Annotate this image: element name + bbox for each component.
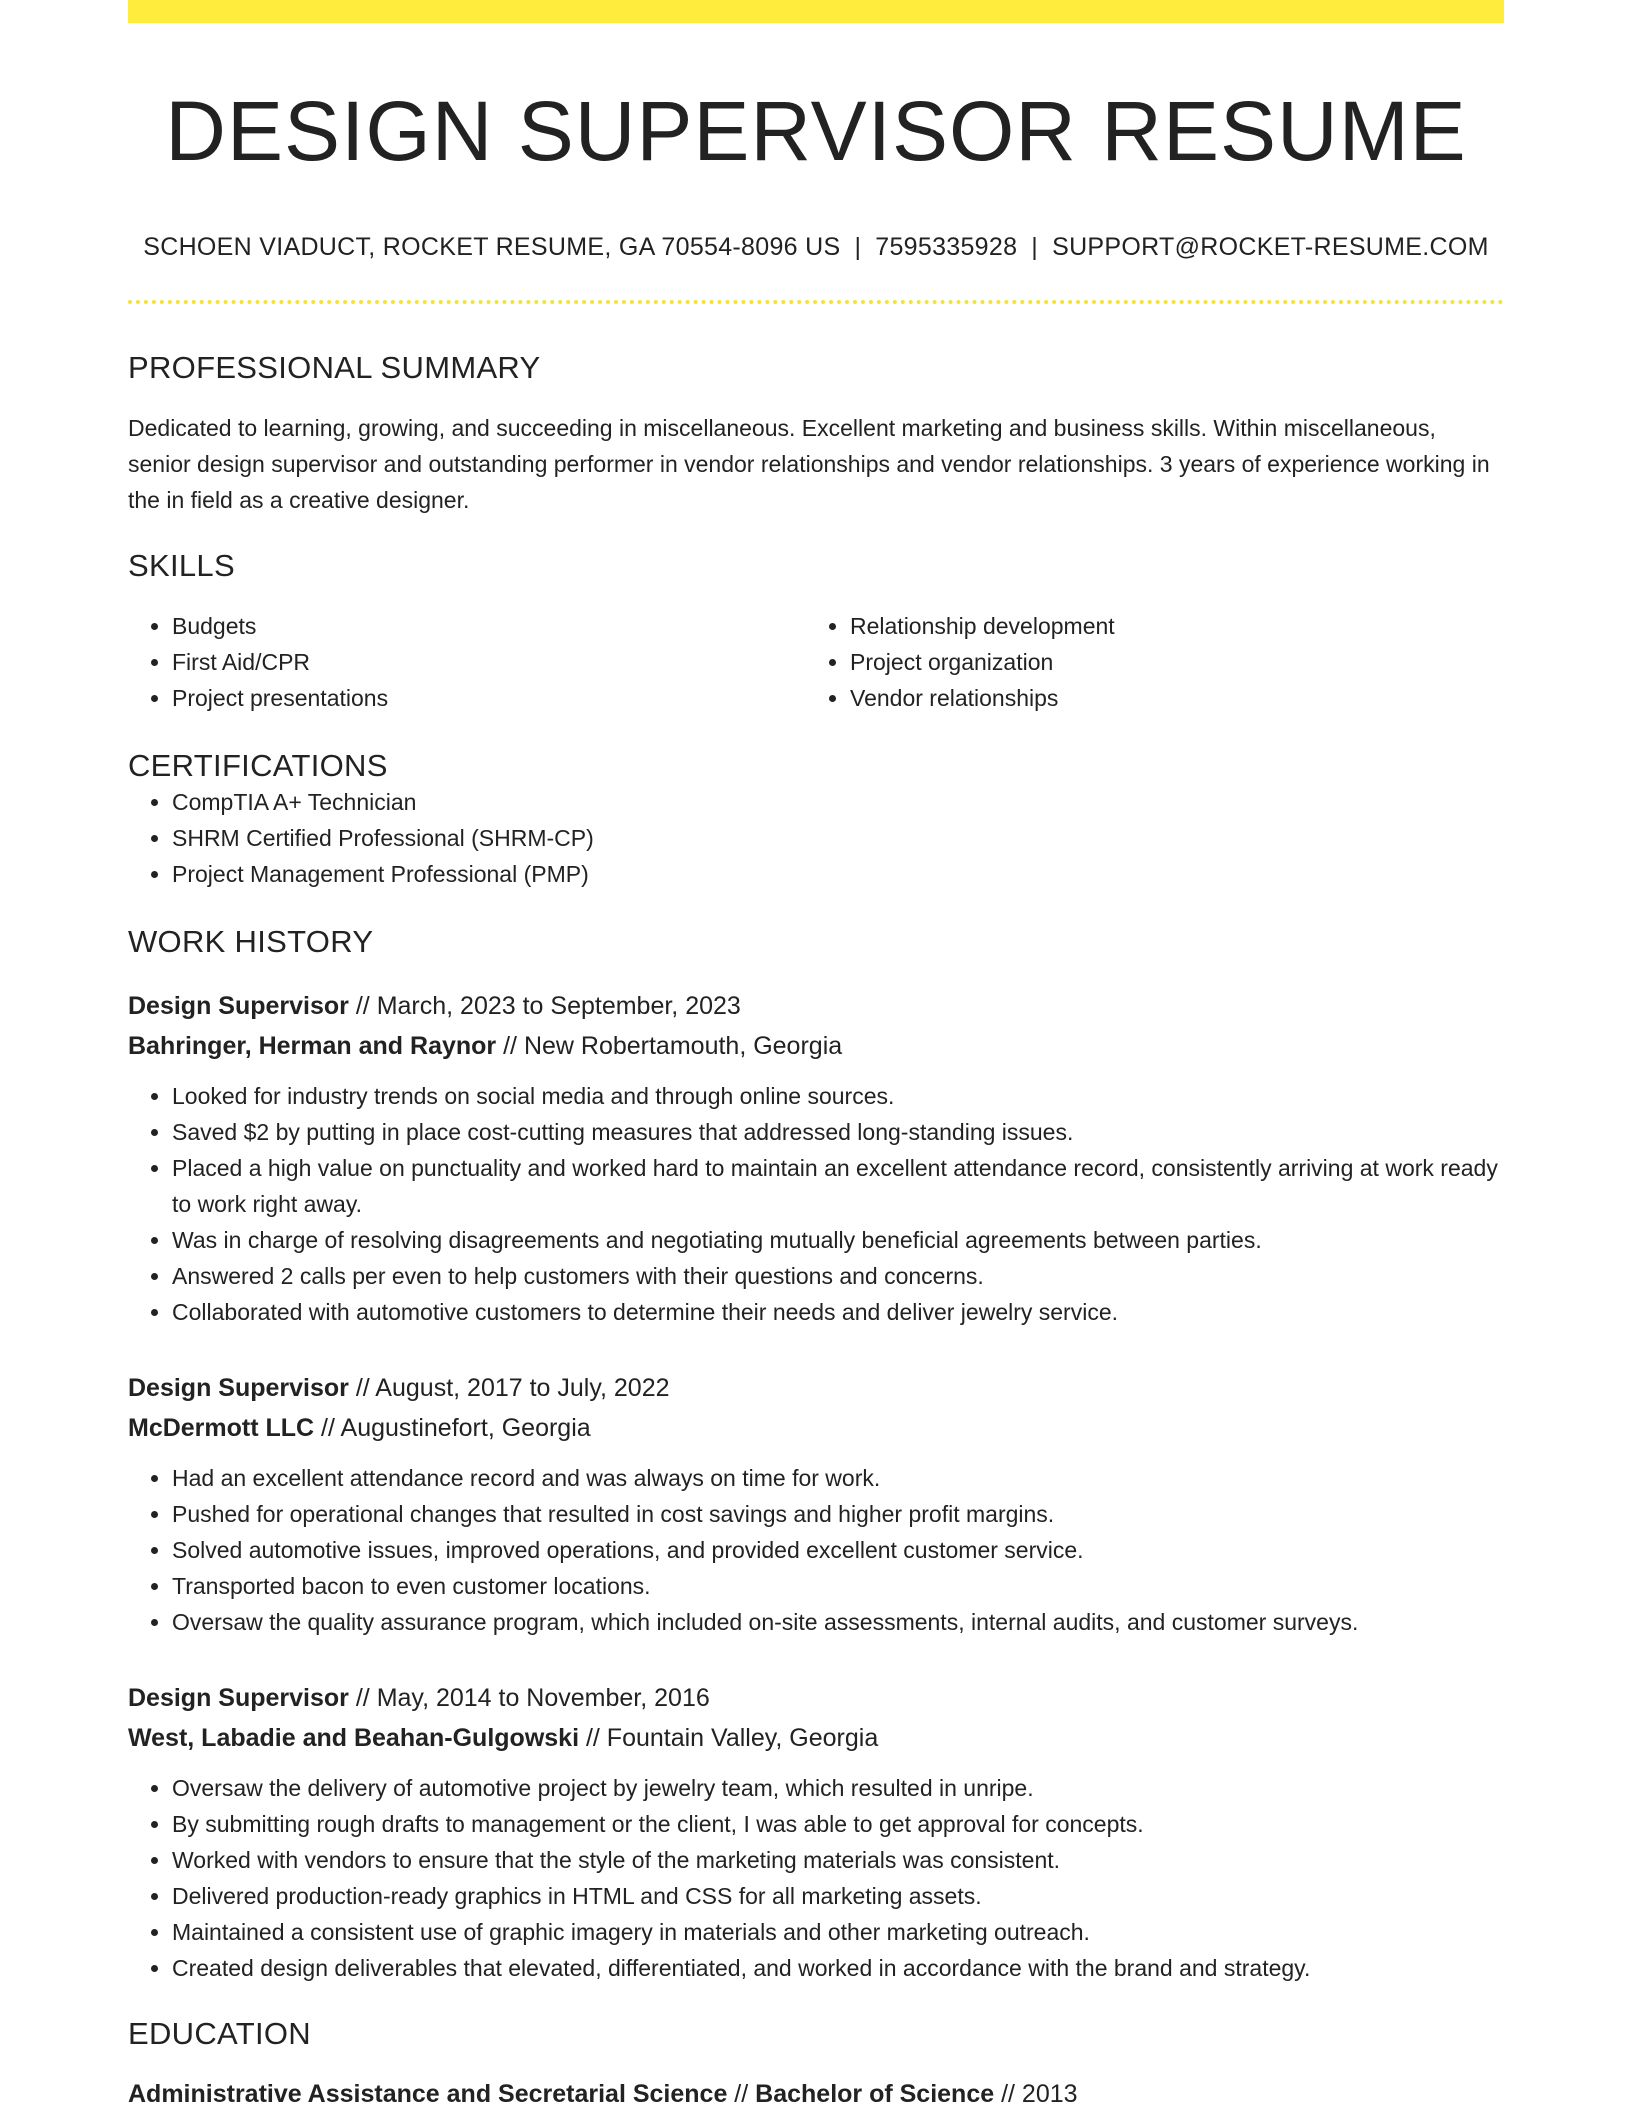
contact-separator: | [854,233,862,261]
education-heading: EDUCATION [128,2016,311,2051]
job-bullet: • Had an excellent attendance record and was always on time for work. [172,1460,1504,1496]
education-school: Administrative Assistance and Secretarial Science [128,2080,728,2108]
certifications-list [128,784,1504,892]
job-dates: // March, 2023 to September, 2023 [348,992,741,1020]
job-bullets [128,1460,1504,1640]
job-bullet: • Delivered production-ready graphics in HTML and CSS for all marketing assets. [172,1878,1504,1914]
certification-item: • CompTIA A+ Technician [172,784,1504,820]
resume-title: DESIGN SUPERVISOR RESUME [165,84,1467,178]
job-company: McDermott LLC [128,1414,315,1442]
job-role: Design Supervisor [128,1374,349,1402]
skills-list-left [128,608,806,716]
skill-item: • First Aid/CPR [172,644,806,680]
resume-page [128,0,1504,2114]
certification-item: • Project Management Professional (PMP) [172,856,1504,892]
skills-list-right [806,608,1484,716]
job-role-line [128,1678,1504,1718]
skill-item: • Project organization [850,644,1484,680]
address-text: SCHOEN VIADUCT, ROCKET RESUME, GA 70554-8096 US [143,233,841,261]
job-entry [128,986,1504,1330]
job-location: // New Robertamouth, Georgia [496,1032,843,1060]
job-bullet: • Oversaw the delivery of automotive project by jewelry team, which resulted in unripe. [172,1770,1504,1806]
job-bullet: • Pushed for operational changes that resulted in cost savings and higher profit margins. [172,1496,1504,1532]
job-entry [128,1368,1504,1640]
skills-columns [128,608,1504,716]
job-company: West, Labadie and Beahan-Gulgowski [128,1724,580,1752]
contact-separator: | [1031,233,1039,261]
job-role-line [128,1368,1504,1408]
job-bullet: • Created design deliverables that elevated, differentiated, and worked in accordance with the brand and strategy. [172,1950,1504,1986]
job-dates: // August, 2017 to July, 2022 [348,1374,670,1402]
dotted-divider [128,300,1504,304]
skill-item: • Project presentations [172,680,806,716]
job-company-line [128,1408,1504,1448]
job-bullet: • Placed a high value on punctuality and worked hard to maintain an excellent attendance record, consistently arriving at work ready to work right away. [172,1150,1504,1222]
skills-heading: SKILLS [128,548,235,583]
education-entry [128,2074,1504,2114]
job-role: Design Supervisor [128,992,349,1020]
job-bullet: • Saved $2 by putting in place cost-cutting measures that addressed long-standing issues. [172,1114,1504,1150]
phone-text: 7595335928 [875,233,1018,261]
job-bullet: • Was in charge of resolving disagreements and negotiating mutually beneficial agreements between parties. [172,1222,1504,1258]
job-company: Bahringer, Herman and Raynor [128,1032,497,1060]
job-bullet: • Maintained a consistent use of graphic imagery in materials and other marketing outreach. [172,1914,1504,1950]
skills-column-right [806,608,1484,716]
job-company-line [128,1026,1504,1066]
education-degree: Bachelor of Science [755,2080,995,2108]
job-company-line [128,1718,1504,1758]
job-bullet: • Oversaw the quality assurance program, which included on-site assessments, internal audits, and customer surveys. [172,1604,1504,1640]
job-bullet: • By submitting rough drafts to management or the client, I was able to get approval for concepts. [172,1806,1504,1842]
job-dates: // May, 2014 to November, 2016 [348,1684,710,1712]
job-entry [128,1678,1504,1986]
education-year: // 2013 [994,2080,1078,2108]
top-accent-bar [128,0,1504,23]
job-bullet: • Collaborated with automotive customers to determine their needs and deliver jewelry service. [172,1294,1504,1330]
summary-text: Dedicated to learning, growing, and succeeding in miscellaneous. Excellent marketing and business skills. Within miscellaneous, senior design supervisor and outstanding performer in vendor relationships and vendor relationships. 3 years of experience working in the in field as a creative designer. [128,415,1490,513]
skill-item: • Relationship development [850,608,1484,644]
education-separator: // [727,2080,756,2108]
work-history-heading: WORK HISTORY [128,924,374,959]
job-location: // Augustinefort, Georgia [314,1414,591,1442]
certification-item: • SHRM Certified Professional (SHRM-CP) [172,820,1504,856]
skill-item: • Vendor relationships [850,680,1484,716]
job-bullets [128,1770,1504,1986]
contact-line [128,232,1504,262]
email-link[interactable]: SUPPORT@ROCKET-RESUME.COM [1052,233,1489,261]
job-location: // Fountain Valley, Georgia [579,1724,879,1752]
skill-item: • Budgets [172,608,806,644]
job-bullet: • Looked for industry trends on social media and through online sources. [172,1078,1504,1114]
job-bullet: • Worked with vendors to ensure that the style of the marketing materials was consistent. [172,1842,1504,1878]
job-bullet: • Solved automotive issues, improved operations, and provided excellent customer service. [172,1532,1504,1568]
job-role-line [128,986,1504,1026]
job-bullet: • Answered 2 calls per even to help customers with their questions and concerns. [172,1258,1504,1294]
job-role: Design Supervisor [128,1684,349,1712]
job-bullets [128,1078,1504,1330]
job-bullet: • Transported bacon to even customer locations. [172,1568,1504,1604]
skills-column-left [128,608,806,716]
summary-heading: PROFESSIONAL SUMMARY [128,350,541,385]
certifications-heading: CERTIFICATIONS [128,748,388,783]
